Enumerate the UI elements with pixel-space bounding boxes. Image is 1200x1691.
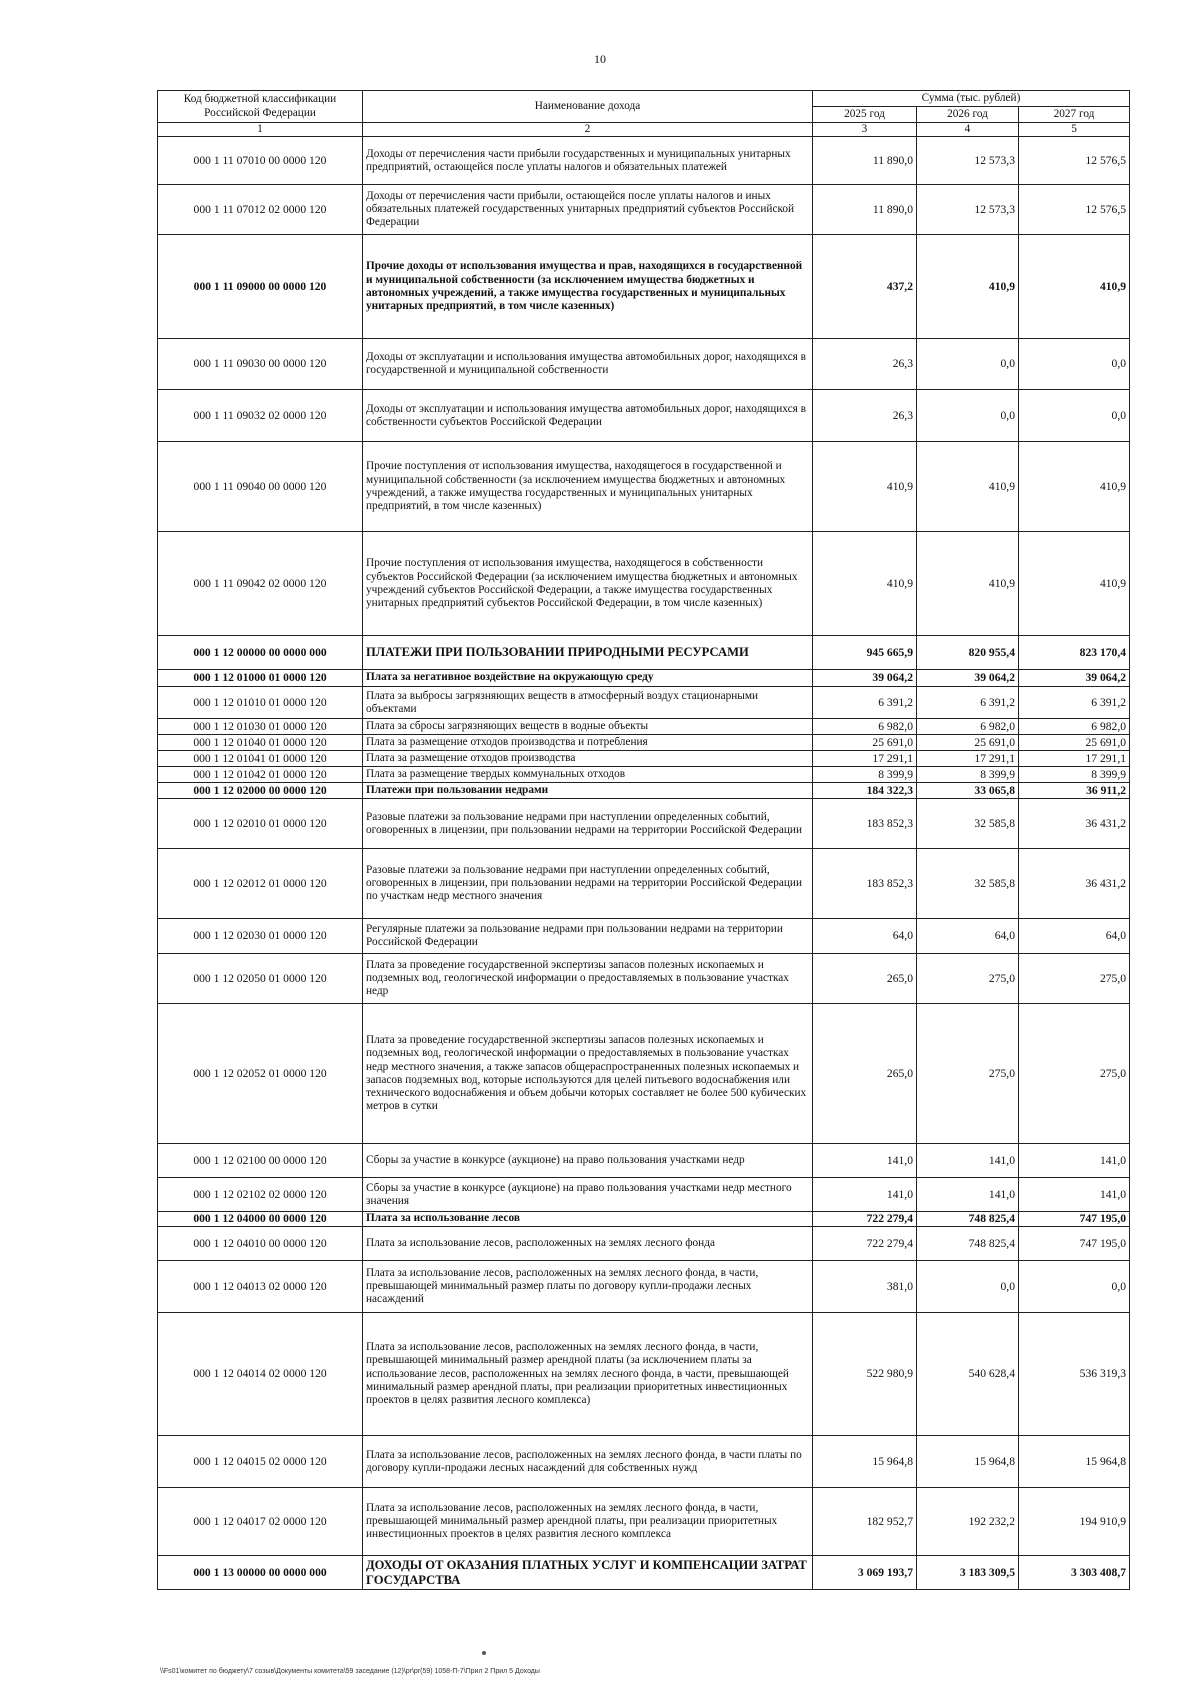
row-value-2025: 945 665,9 xyxy=(813,636,917,670)
row-value-2027: 36 431,2 xyxy=(1019,849,1130,919)
row-value-2026: 0,0 xyxy=(917,390,1019,442)
table-row xyxy=(158,235,1130,339)
row-name: Плата за выбросы загрязняющих веществ в атмосферный воздух стационарными объектами xyxy=(363,687,813,719)
row-value-2026: 3 183 309,5 xyxy=(917,1556,1019,1590)
row-value-2025: 11 890,0 xyxy=(813,137,917,185)
row-value-2027: 0,0 xyxy=(1019,339,1130,390)
row-value-2026: 410,9 xyxy=(917,235,1019,339)
row-value-2025: 722 279,4 xyxy=(813,1227,917,1261)
row-code: 000 1 12 01000 01 0000 120 xyxy=(158,670,363,687)
row-value-2027: 64,0 xyxy=(1019,919,1130,954)
header-year-2025: 2025 год xyxy=(813,107,917,123)
row-value-2026: 410,9 xyxy=(917,442,1019,532)
table-row xyxy=(158,532,1130,636)
row-value-2025: 141,0 xyxy=(813,1178,917,1212)
row-name: Доходы от перечисления части прибыли государственных и муниципальных унитарных предприятий, остающейся после уплаты налогов и обязательных платежей xyxy=(363,137,813,185)
row-value-2027: 410,9 xyxy=(1019,532,1130,636)
col-number-4: 4 xyxy=(917,123,1019,137)
row-value-2027: 823 170,4 xyxy=(1019,636,1130,670)
row-value-2027: 0,0 xyxy=(1019,390,1130,442)
table-row xyxy=(158,1212,1130,1227)
row-name: ПЛАТЕЖИ ПРИ ПОЛЬЗОВАНИИ ПРИРОДНЫМИ РЕСУРСАМИ xyxy=(363,636,813,670)
row-value-2025: 3 069 193,7 xyxy=(813,1556,917,1590)
table-row xyxy=(158,442,1130,532)
row-code: 000 1 13 00000 00 0000 000 xyxy=(158,1556,363,1590)
row-value-2025: 26,3 xyxy=(813,339,917,390)
row-value-2026: 64,0 xyxy=(917,919,1019,954)
row-name: Плата за проведение государственной экспертизы запасов полезных ископаемых и подземных вод, геологической информации о предоставляемых в пользование участках недр xyxy=(363,954,813,1004)
table-row xyxy=(158,849,1130,919)
table-row xyxy=(158,1227,1130,1261)
table-row xyxy=(158,670,1130,687)
table-row xyxy=(158,919,1130,954)
row-name: Доходы от эксплуатации и использования имущества автомобильных дорог, находящихся в собственности субъектов Российской Федерации xyxy=(363,390,813,442)
row-value-2027: 275,0 xyxy=(1019,1004,1130,1144)
row-value-2026: 32 585,8 xyxy=(917,849,1019,919)
row-code: 000 1 12 01040 01 0000 120 xyxy=(158,735,363,751)
header-code: Код бюджетной классификации Российской Федерации xyxy=(158,91,363,123)
row-value-2026: 192 232,2 xyxy=(917,1488,1019,1556)
col-number-3: 3 xyxy=(813,123,917,137)
row-value-2026: 748 825,4 xyxy=(917,1212,1019,1227)
income-table xyxy=(157,90,1130,1590)
table-row xyxy=(158,137,1130,185)
row-value-2026: 8 399,9 xyxy=(917,767,1019,783)
header-sum: Сумма (тыс. рублей) xyxy=(813,91,1130,107)
row-value-2025: 8 399,9 xyxy=(813,767,917,783)
row-name: Плата за проведение государственной экспертизы запасов полезных ископаемых и подземных вод, геологической информации о предоставляемых в пользование участках недр местного значения, а также запасов общераспространенных полезных ископаемых и запасов подземных вод, которые используются для целей питьевого водоснабжения или технического водоснабжения и объем добычи которых составляет не более 500 кубических метров в сутки xyxy=(363,1004,813,1144)
col-number-5: 5 xyxy=(1019,123,1130,137)
table-row xyxy=(158,339,1130,390)
row-value-2027: 36 911,2 xyxy=(1019,783,1130,799)
row-code: 000 1 12 00000 00 0000 000 xyxy=(158,636,363,670)
row-name: Доходы от эксплуатации и использования имущества автомобильных дорог, находящихся в государственной и муниципальной собственности xyxy=(363,339,813,390)
row-name: Плата за использование лесов, расположенных на землях лесного фонда, в части платы по договору купли-продажи лесных насаждений для собственных нужд xyxy=(363,1436,813,1488)
table-row xyxy=(158,185,1130,235)
table-row xyxy=(158,1004,1130,1144)
table-row xyxy=(158,799,1130,849)
row-code: 000 1 12 04017 02 0000 120 xyxy=(158,1488,363,1556)
row-value-2025: 25 691,0 xyxy=(813,735,917,751)
row-value-2027: 12 576,5 xyxy=(1019,137,1130,185)
row-value-2027: 141,0 xyxy=(1019,1178,1130,1212)
col-number-1: 1 xyxy=(158,123,363,137)
row-value-2026: 410,9 xyxy=(917,532,1019,636)
footer-file-path: \\Fs01\комитет по бюджету\7 созыв\Документы комитета\59 заседание (12)\pr\pr(59) 1058-П-7\Прил 2 Прил 5 Доходы xyxy=(160,1668,540,1675)
row-value-2026: 0,0 xyxy=(917,339,1019,390)
row-code: 000 1 12 04015 02 0000 120 xyxy=(158,1436,363,1488)
row-value-2025: 26,3 xyxy=(813,390,917,442)
row-value-2026: 6 982,0 xyxy=(917,719,1019,735)
row-value-2025: 437,2 xyxy=(813,235,917,339)
table-row xyxy=(158,1261,1130,1313)
row-value-2026: 6 391,2 xyxy=(917,687,1019,719)
row-value-2025: 265,0 xyxy=(813,1004,917,1144)
row-value-2025: 17 291,1 xyxy=(813,751,917,767)
row-value-2025: 182 952,7 xyxy=(813,1488,917,1556)
row-value-2027: 275,0 xyxy=(1019,954,1130,1004)
row-value-2027: 141,0 xyxy=(1019,1144,1130,1178)
row-value-2026: 33 065,8 xyxy=(917,783,1019,799)
row-code: 000 1 11 09000 00 0000 120 xyxy=(158,235,363,339)
row-code: 000 1 12 02010 01 0000 120 xyxy=(158,799,363,849)
row-value-2025: 722 279,4 xyxy=(813,1212,917,1227)
header-year-2026: 2026 год xyxy=(917,107,1019,123)
header-year-2027: 2027 год xyxy=(1019,107,1130,123)
row-code: 000 1 12 01030 01 0000 120 xyxy=(158,719,363,735)
row-name: ДОХОДЫ ОТ ОКАЗАНИЯ ПЛАТНЫХ УСЛУГ И КОМПЕНСАЦИИ ЗАТРАТ ГОСУДАРСТВА xyxy=(363,1556,813,1590)
row-code: 000 1 11 07010 00 0000 120 xyxy=(158,137,363,185)
row-value-2025: 381,0 xyxy=(813,1261,917,1313)
row-value-2026: 39 064,2 xyxy=(917,670,1019,687)
table-body xyxy=(158,137,1130,1590)
row-value-2026: 141,0 xyxy=(917,1144,1019,1178)
row-name: Доходы от перечисления части прибыли, остающейся после уплаты налогов и иных обязательных платежей государственных унитарных предприятий субъектов Российской Федерации xyxy=(363,185,813,235)
row-value-2027: 0,0 xyxy=(1019,1261,1130,1313)
row-name: Плата за использование лесов, расположенных на землях лесного фонда, в части, превышающей минимальный размер арендной платы (за исключением платы за использование лесов, расположенных на землях лесного фонда, в части, превышающей минимальный размер арендной платы, при реализации приоритетных инвестиционных проектов в целях развития лесного комплекса) xyxy=(363,1313,813,1436)
row-code: 000 1 12 02050 01 0000 120 xyxy=(158,954,363,1004)
table-row xyxy=(158,751,1130,767)
row-code: 000 1 12 02052 01 0000 120 xyxy=(158,1004,363,1144)
col-number-2: 2 xyxy=(363,123,813,137)
row-name: Прочие поступления от использования имущества, находящегося в государственной и муниципальной собственности (за исключением имущества бюджетных и автономных учреждений, а также имущества государственных и муниципальных унитарных предприятий, в том числе казенных) xyxy=(363,442,813,532)
row-value-2025: 522 980,9 xyxy=(813,1313,917,1436)
row-code: 000 1 12 01010 01 0000 120 xyxy=(158,687,363,719)
row-value-2027: 536 319,3 xyxy=(1019,1313,1130,1436)
row-value-2026: 25 691,0 xyxy=(917,735,1019,751)
row-value-2025: 11 890,0 xyxy=(813,185,917,235)
table-row xyxy=(158,1488,1130,1556)
row-value-2027: 747 195,0 xyxy=(1019,1227,1130,1261)
row-value-2026: 275,0 xyxy=(917,954,1019,1004)
row-value-2026: 15 964,8 xyxy=(917,1436,1019,1488)
row-value-2026: 17 291,1 xyxy=(917,751,1019,767)
row-value-2027: 410,9 xyxy=(1019,442,1130,532)
row-code: 000 1 11 09042 02 0000 120 xyxy=(158,532,363,636)
row-name: Плата за использование лесов, расположенных на землях лесного фонда, в части, превышающей минимальный размер платы по договору купли-продажи лесных насаждений xyxy=(363,1261,813,1313)
row-code: 000 1 11 07012 02 0000 120 xyxy=(158,185,363,235)
row-code: 000 1 12 01041 01 0000 120 xyxy=(158,751,363,767)
row-code: 000 1 12 02012 01 0000 120 xyxy=(158,849,363,919)
row-name: Плата за размещение отходов производства и потребления xyxy=(363,735,813,751)
row-name: Разовые платежи за пользование недрами при наступлении определенных событий, оговоренных в лицензии, при пользовании недрами на территории Российской Федерации по участкам недр местного значения xyxy=(363,849,813,919)
table-row xyxy=(158,1178,1130,1212)
row-value-2025: 184 322,3 xyxy=(813,783,917,799)
row-value-2027: 6 391,2 xyxy=(1019,687,1130,719)
row-name: Плата за использование лесов, расположенных на землях лесного фонда, в части, превышающей минимальный размер арендной платы, при реализации приоритетных инвестиционных проектов в целях развития лесного комплекса xyxy=(363,1488,813,1556)
table-row xyxy=(158,390,1130,442)
row-value-2025: 183 852,3 xyxy=(813,799,917,849)
row-value-2027: 8 399,9 xyxy=(1019,767,1130,783)
row-code: 000 1 12 02030 01 0000 120 xyxy=(158,919,363,954)
row-value-2025: 6 391,2 xyxy=(813,687,917,719)
table-row xyxy=(158,719,1130,735)
row-value-2026: 540 628,4 xyxy=(917,1313,1019,1436)
row-value-2027: 36 431,2 xyxy=(1019,799,1130,849)
row-value-2025: 15 964,8 xyxy=(813,1436,917,1488)
table-row xyxy=(158,783,1130,799)
row-value-2026: 12 573,3 xyxy=(917,137,1019,185)
table-row xyxy=(158,767,1130,783)
row-value-2026: 141,0 xyxy=(917,1178,1019,1212)
row-code: 000 1 12 02100 00 0000 120 xyxy=(158,1144,363,1178)
row-value-2027: 6 982,0 xyxy=(1019,719,1130,735)
row-value-2027: 194 910,9 xyxy=(1019,1488,1130,1556)
row-code: 000 1 11 09032 02 0000 120 xyxy=(158,390,363,442)
row-value-2027: 410,9 xyxy=(1019,235,1130,339)
row-code: 000 1 12 02000 00 0000 120 xyxy=(158,783,363,799)
row-name: Регулярные платежи за пользование недрами при пользовании недрами на территории Российской Федерации xyxy=(363,919,813,954)
row-value-2027: 25 691,0 xyxy=(1019,735,1130,751)
row-name: Платежи при пользовании недрами xyxy=(363,783,813,799)
row-value-2027: 747 195,0 xyxy=(1019,1212,1130,1227)
row-code: 000 1 11 09030 00 0000 120 xyxy=(158,339,363,390)
row-name: Сборы за участие в конкурсе (аукционе) на право пользования участками недр xyxy=(363,1144,813,1178)
row-value-2026: 275,0 xyxy=(917,1004,1019,1144)
row-value-2026: 748 825,4 xyxy=(917,1227,1019,1261)
row-code: 000 1 12 02102 02 0000 120 xyxy=(158,1178,363,1212)
row-value-2025: 183 852,3 xyxy=(813,849,917,919)
header-name: Наименование дохода xyxy=(363,91,813,123)
row-name: Плата за использование лесов, расположенных на землях лесного фонда xyxy=(363,1227,813,1261)
row-value-2026: 32 585,8 xyxy=(917,799,1019,849)
row-value-2026: 0,0 xyxy=(917,1261,1019,1313)
table-row xyxy=(158,1313,1130,1436)
table-row xyxy=(158,1556,1130,1590)
row-value-2027: 39 064,2 xyxy=(1019,670,1130,687)
row-value-2025: 141,0 xyxy=(813,1144,917,1178)
dot-mark-icon xyxy=(482,1651,486,1655)
row-code: 000 1 11 09040 00 0000 120 xyxy=(158,442,363,532)
row-value-2027: 17 291,1 xyxy=(1019,751,1130,767)
row-value-2025: 64,0 xyxy=(813,919,917,954)
row-value-2025: 265,0 xyxy=(813,954,917,1004)
row-name: Плата за размещение отходов производства xyxy=(363,751,813,767)
table-row xyxy=(158,636,1130,670)
row-value-2027: 15 964,8 xyxy=(1019,1436,1130,1488)
row-name: Плата за размещение твердых коммунальных отходов xyxy=(363,767,813,783)
row-value-2025: 410,9 xyxy=(813,532,917,636)
row-name: Сборы за участие в конкурсе (аукционе) на право пользования участками недр местного значения xyxy=(363,1178,813,1212)
table-header xyxy=(158,91,1130,137)
table-row xyxy=(158,687,1130,719)
row-value-2026: 820 955,4 xyxy=(917,636,1019,670)
table-row xyxy=(158,954,1130,1004)
table-row xyxy=(158,1436,1130,1488)
row-code: 000 1 12 04000 00 0000 120 xyxy=(158,1212,363,1227)
row-name: Плата за сбросы загрязняющих веществ в водные объекты xyxy=(363,719,813,735)
row-value-2027: 3 303 408,7 xyxy=(1019,1556,1130,1590)
row-value-2027: 12 576,5 xyxy=(1019,185,1130,235)
row-code: 000 1 12 01042 01 0000 120 xyxy=(158,767,363,783)
table-row xyxy=(158,1144,1130,1178)
row-name: Прочие поступления от использования имущества, находящегося в собственности субъектов Российской Федерации (за исключением имущества бюджетных и автономных учреждений субъектов Российской Федерации, а также имущества государственных унитарных предприятий субъектов Российской Федерации, в том числе казенных) xyxy=(363,532,813,636)
row-name: Плата за использование лесов xyxy=(363,1212,813,1227)
row-value-2026: 12 573,3 xyxy=(917,185,1019,235)
row-name: Прочие доходы от использования имущества и прав, находящихся в государственной и муниципальной собственности (за исключением имущества бюджетных и автономных учреждений, а также имущества государственных и муниципальных унитарных предприятий, в том числе казенных) xyxy=(363,235,813,339)
row-value-2025: 39 064,2 xyxy=(813,670,917,687)
row-value-2025: 6 982,0 xyxy=(813,719,917,735)
row-code: 000 1 12 04010 00 0000 120 xyxy=(158,1227,363,1261)
row-name: Разовые платежи за пользование недрами при наступлении определенных событий, оговоренных в лицензии, при пользовании недрами на территории Российской Федерации xyxy=(363,799,813,849)
row-code: 000 1 12 04013 02 0000 120 xyxy=(158,1261,363,1313)
row-code: 000 1 12 04014 02 0000 120 xyxy=(158,1313,363,1436)
table-row xyxy=(158,735,1130,751)
page-number: 10 xyxy=(594,52,606,66)
row-name: Плата за негативное воздействие на окружающую среду xyxy=(363,670,813,687)
row-value-2025: 410,9 xyxy=(813,442,917,532)
